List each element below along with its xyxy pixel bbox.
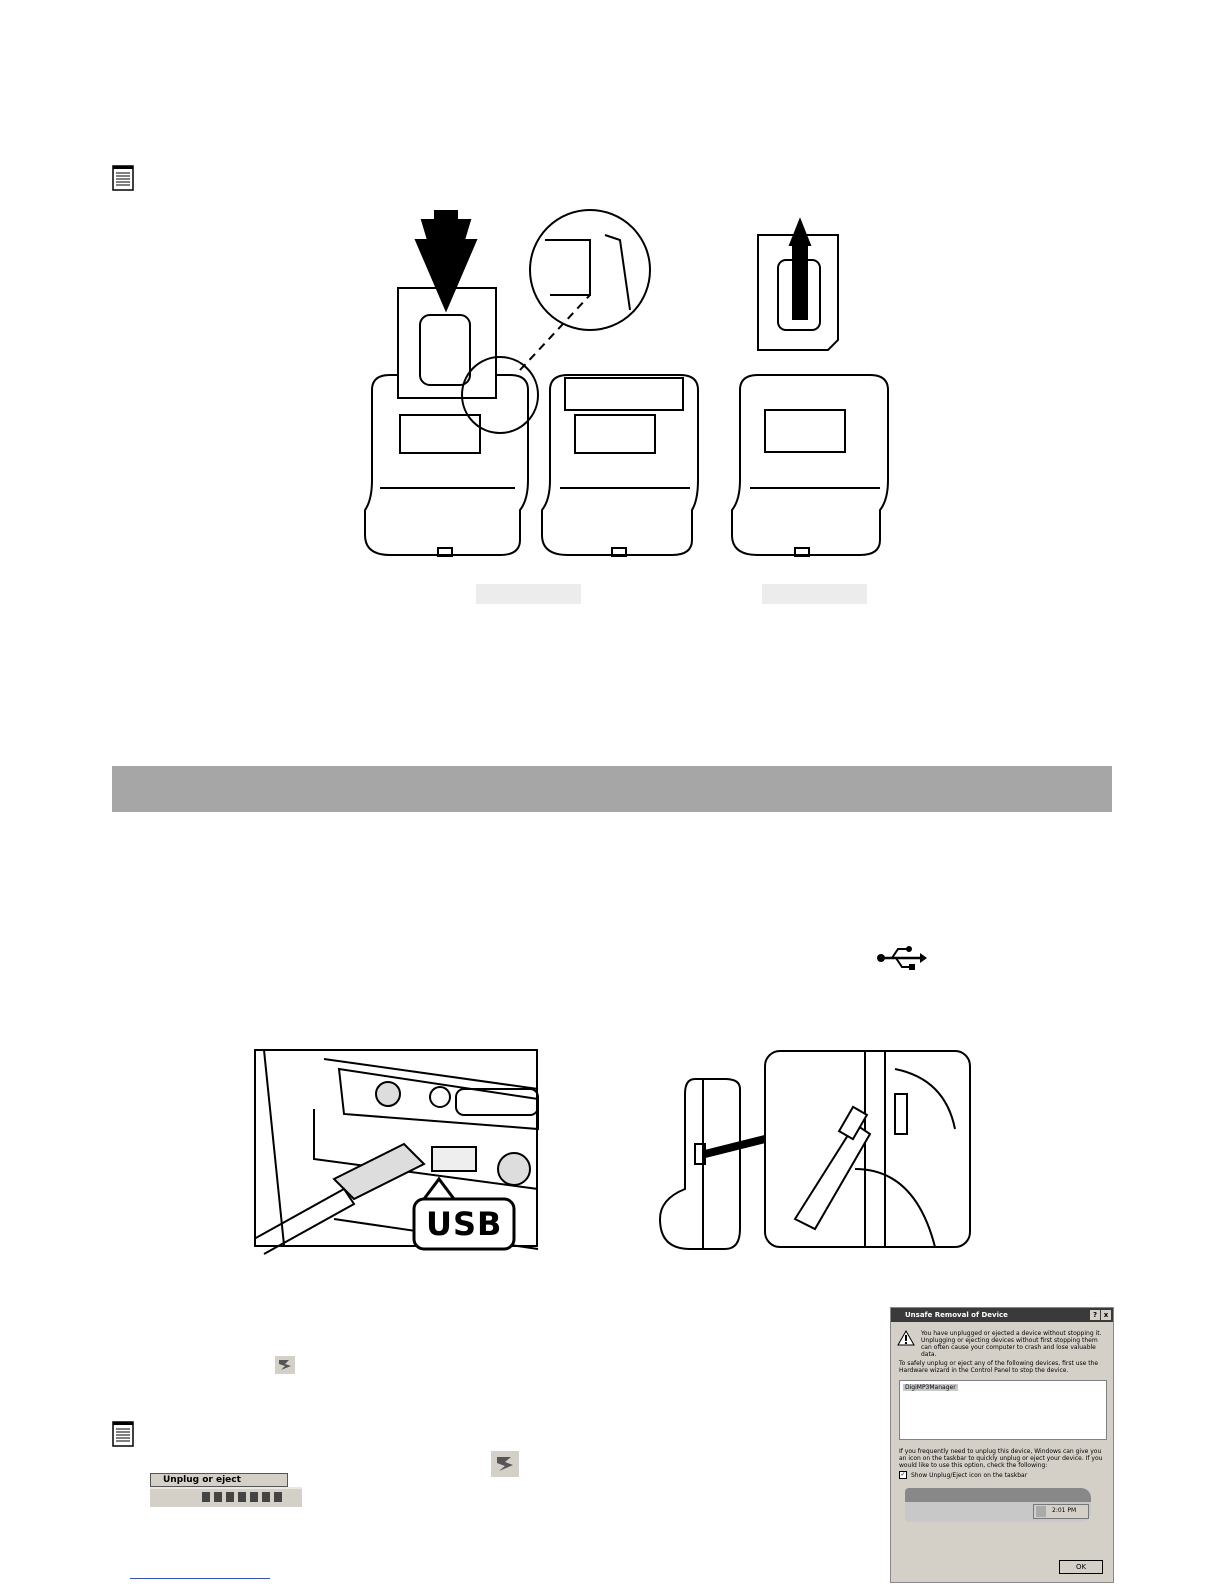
dialog-instruction: To safely unplug or eject any of the following devices, first use the Hardware wizard in the Control Panel to stop the device. <box>899 1360 1099 1374</box>
help-button[interactable]: ? <box>1090 1310 1100 1320</box>
caption-box-left <box>476 584 581 604</box>
usb-computer-figure <box>254 1049 540 1259</box>
safely-remove-hardware-icon <box>275 1356 295 1374</box>
usb-device-figure <box>655 1049 975 1254</box>
dialog-message: You have unplugged or ejected a device without stopping it. Unplugging or ejecting devices without first stopping them can often cause your computer to crash and lose valuable data. <box>921 1330 1102 1358</box>
warning-icon <box>897 1330 915 1346</box>
show-icon-checkbox[interactable]: ✓ <box>900 1471 906 1478</box>
usb-label: USB <box>426 1205 503 1243</box>
close-button[interactable]: x <box>1101 1310 1111 1320</box>
unsafe-removal-dialog <box>890 1307 1114 1583</box>
safely-remove-hardware-icon-2 <box>491 1451 519 1477</box>
dialog-title: Unsafe Removal of Device <box>905 1311 1008 1319</box>
note-icon-2 <box>112 1419 134 1447</box>
footer-link-underline <box>130 1578 270 1579</box>
checkbox-label: Show Unplug/Eject icon on the taskbar <box>911 1472 1028 1479</box>
dialog-taskbar-text: If you frequently need to unplug this device, Windows can give you an icon on the taskbar to quickly unplug or eject your device. If you would like to use this option, check the following: <box>899 1448 1103 1469</box>
taskbar-preview <box>905 1488 1091 1522</box>
device-list[interactable] <box>899 1380 1107 1440</box>
tray-clock: 2:01 PM <box>1052 1507 1077 1514</box>
unplug-tooltip: Unplug or eject <box>150 1473 288 1487</box>
section-heading-bar <box>112 766 1112 812</box>
dialog-title-bar <box>891 1308 1113 1322</box>
system-tray-icons <box>150 1487 302 1507</box>
device-list-item[interactable]: DigiMP3Manager <box>905 1384 956 1391</box>
tray-clock-box <box>1033 1504 1089 1519</box>
note-icon <box>112 163 134 191</box>
tray-hardware-icon <box>1036 1506 1046 1517</box>
usb-symbol-icon <box>876 944 928 972</box>
memory-card-illustration <box>360 200 900 570</box>
caption-box-right <box>762 584 867 604</box>
ok-button[interactable]: OK <box>1059 1560 1103 1574</box>
